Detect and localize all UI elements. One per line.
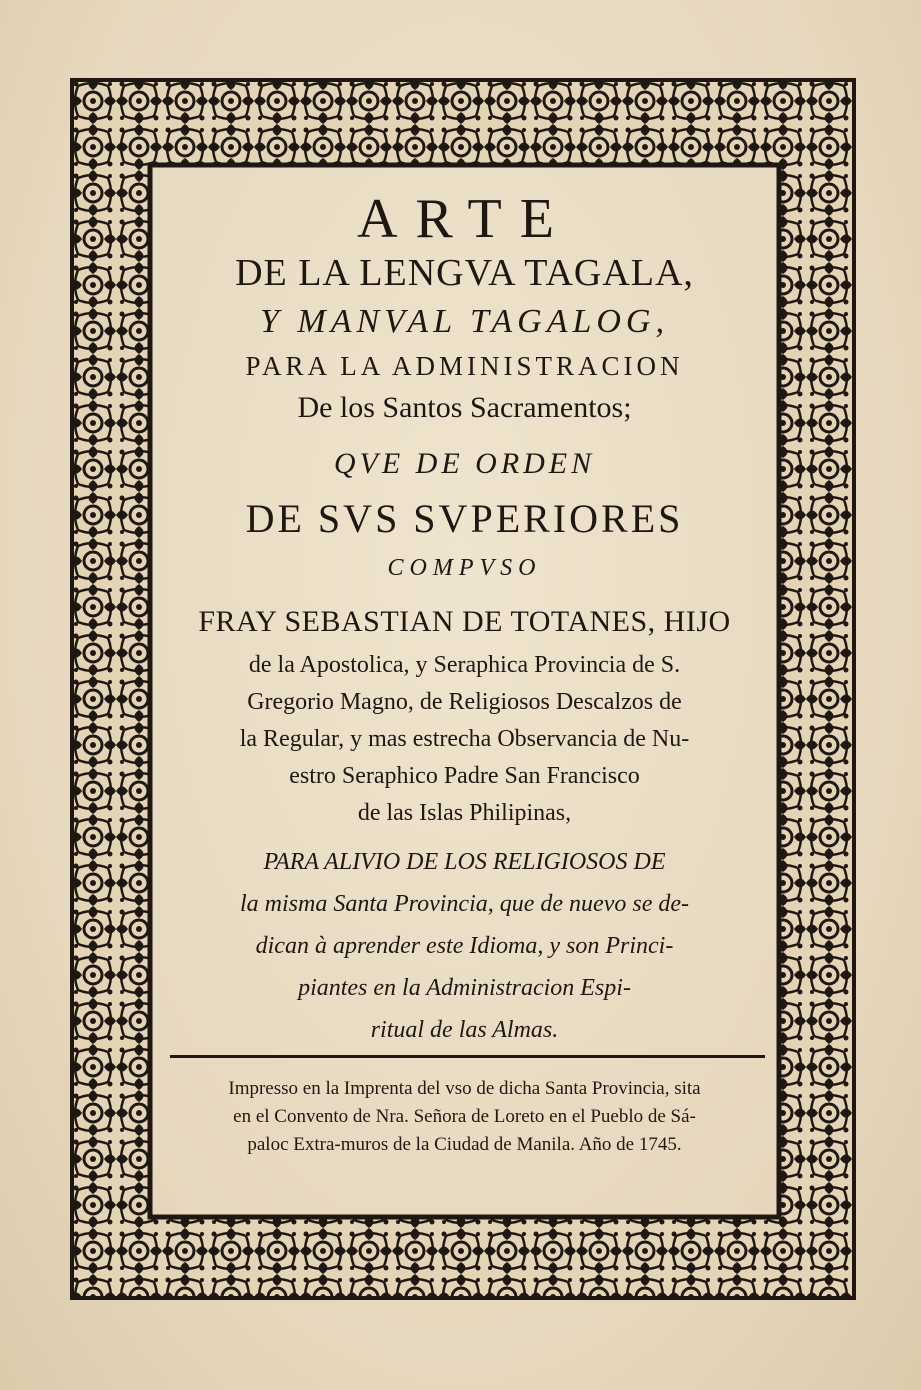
purpose-line: la misma Santa Provincia, que de nuevo se de- xyxy=(239,891,689,917)
imprint-block xyxy=(150,1075,779,1159)
divider-rule xyxy=(170,1055,765,1058)
author-line: FRAY SEBASTIAN DE TOTANES, HIJO xyxy=(198,605,731,638)
title-que-de-orden: QVE DE ORDEN xyxy=(333,447,596,480)
imprint-line: paloc Extra-muros de la Ciudad de Manila. Año de 1745. xyxy=(247,1134,682,1155)
body-line: estro Seraphico Padre San Francisco xyxy=(289,763,640,789)
body-line: de las Islas Philipinas, xyxy=(357,800,572,826)
title-page-frame xyxy=(150,165,779,1217)
title-manual-tagalog: Y MANVAL TAGALOG, xyxy=(260,303,669,340)
imprint-line: Impresso en la Imprenta del vso de dicha Santa Provincia, sita xyxy=(228,1078,701,1099)
title-compuso: COMPVSO xyxy=(387,555,542,581)
purpose-line: ritual de las Almas. xyxy=(370,1017,559,1043)
title-lengua-tagala: DE LA LENGVA TAGALA, xyxy=(235,252,694,294)
purpose-line: PARA ALIVIO DE LOS RELIGIOSOS DE xyxy=(263,849,666,875)
body-line: de la Apostolica, y Seraphica Provincia de S. xyxy=(248,652,681,678)
purpose-line: piantes en la Administracion Espi- xyxy=(298,975,631,1001)
title-arte: ARTE xyxy=(357,188,572,250)
title-superiores: DE SVS SVPERIORES xyxy=(245,496,684,541)
imprint-line: en el Convento de Nra. Señora de Loreto en el Pueblo de Sá- xyxy=(233,1106,696,1127)
title-administracion: PARA LA ADMINISTRACION xyxy=(245,351,684,381)
purpose-block xyxy=(160,841,769,1051)
author-description xyxy=(160,647,769,832)
body-line: la Regular, y mas estrecha Observancia de Nu- xyxy=(239,726,690,752)
purpose-line: dican à aprender este Idioma, y son Princi- xyxy=(255,933,674,959)
title-sacramentos: De los Santos Sacramentos; xyxy=(297,391,632,424)
body-line: Gregorio Magno, de Religiosos Descalzos de xyxy=(247,689,682,715)
